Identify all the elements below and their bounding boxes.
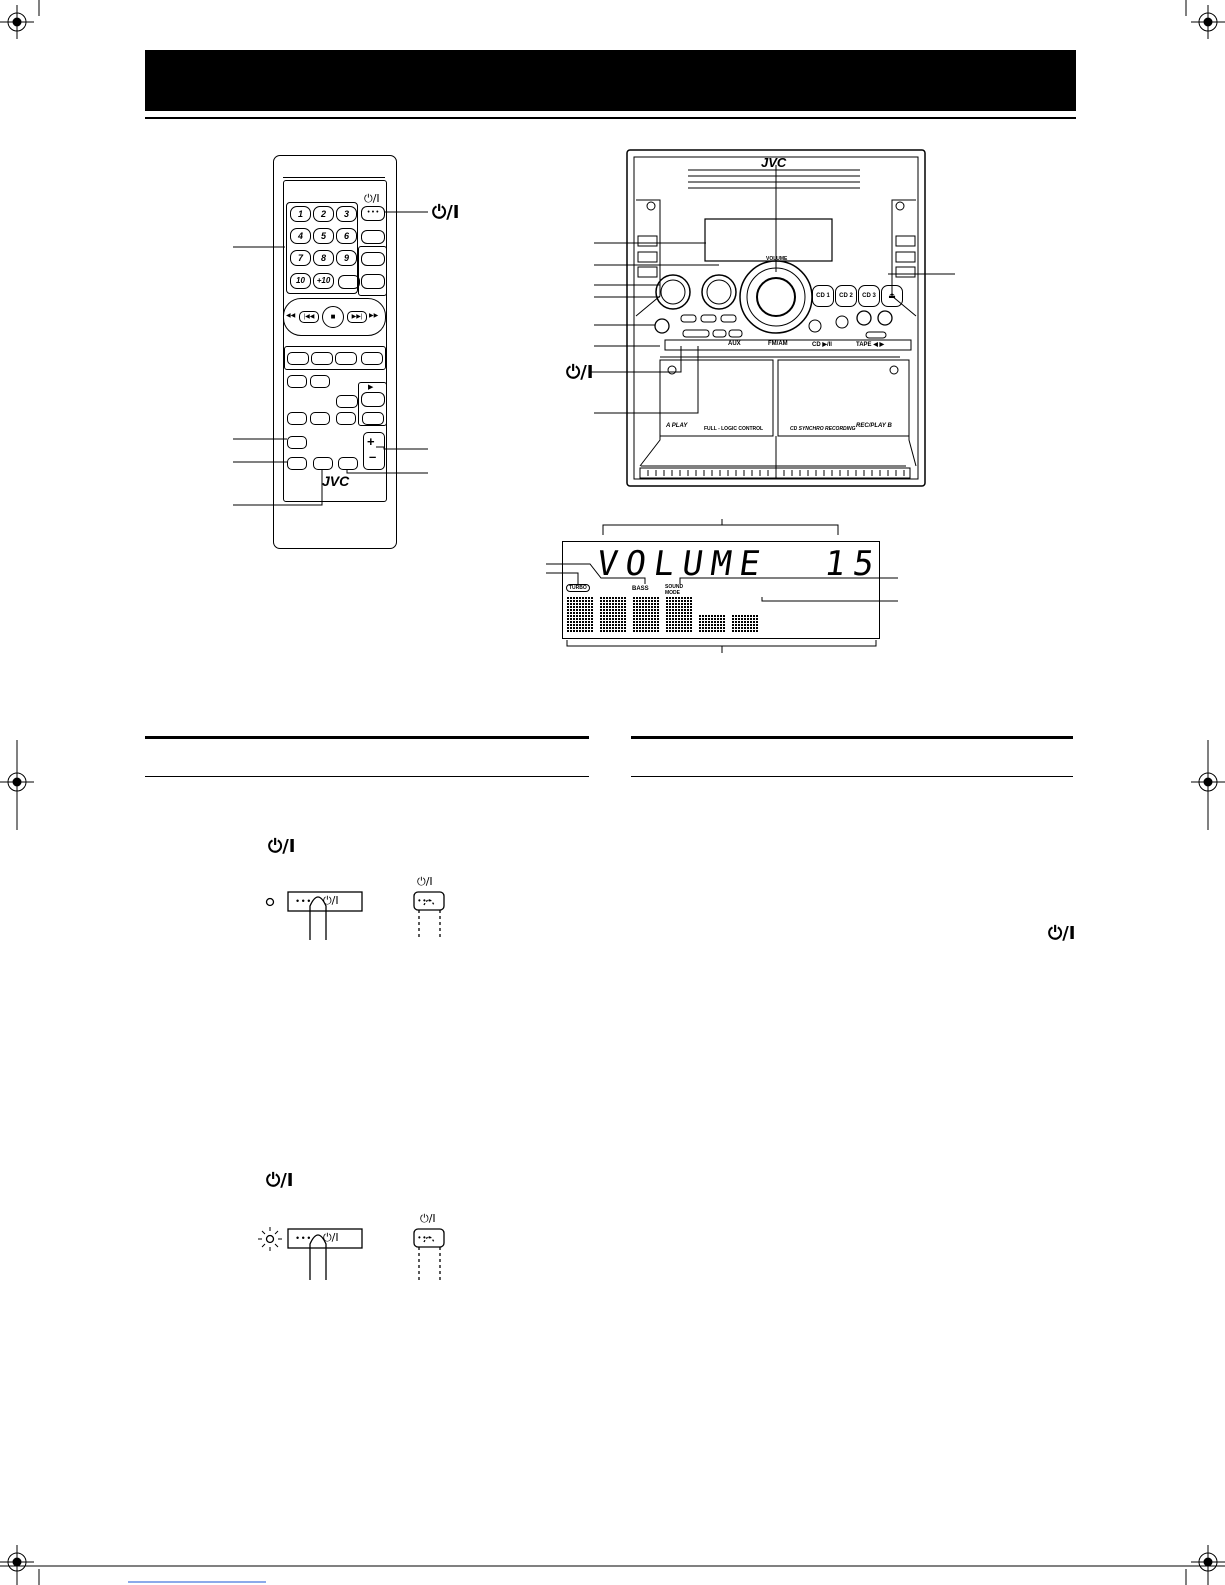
remote-power-label: ⏻/I bbox=[364, 192, 380, 205]
step2-unit-power-button[interactable]: • • • ⏻/I bbox=[296, 1231, 339, 1244]
remote-button-10[interactable]: 10 bbox=[290, 273, 311, 289]
remote-next-button[interactable]: ▶▶| bbox=[347, 311, 367, 323]
unit-source-fmam[interactable]: FM/AM bbox=[768, 341, 788, 347]
step2-unit-power-label: ⏻/I bbox=[322, 1231, 339, 1244]
remote-button-3[interactable]: 3 bbox=[336, 206, 357, 222]
remote-button-8[interactable]: 8 bbox=[313, 250, 334, 266]
remote-button-2[interactable]: 2 bbox=[313, 206, 334, 222]
remote-brand: JVC bbox=[322, 473, 350, 489]
unit-deck-a-label: A PLAY bbox=[666, 423, 688, 429]
unit-cd2-button[interactable]: CD 2 bbox=[835, 285, 857, 307]
step2-remote-power-button[interactable]: • • • bbox=[418, 1233, 431, 1242]
unit-deck-b-caption: CD SYNCHRO RECORDING bbox=[790, 426, 856, 432]
remote-button-6[interactable]: 6 bbox=[336, 228, 357, 244]
unit-source-tape[interactable]: TAPE ◀ ▶ bbox=[856, 342, 885, 348]
step1-remote-power-button[interactable]: • • • bbox=[418, 896, 431, 905]
right-column-power-symbol: ⏻/I bbox=[1048, 923, 1076, 944]
step1-unit-power-label: ⏻/I bbox=[322, 894, 339, 907]
step1-remote-power-label: ⏻/I bbox=[417, 875, 433, 888]
remote-button-4[interactable]: 4 bbox=[290, 228, 311, 244]
remote-button-5[interactable]: 5 bbox=[313, 228, 334, 244]
step2-power-symbol: ⏻/I bbox=[266, 1170, 294, 1191]
remote-power-callout-label: ⏻/I bbox=[432, 202, 460, 223]
remote-ffwd-icon: ▶▶ bbox=[369, 313, 379, 319]
remote-button-1[interactable]: 1 bbox=[290, 206, 311, 222]
remote-button-9[interactable]: 9 bbox=[336, 250, 357, 266]
remote-tape-play-icon: ▶ bbox=[368, 384, 374, 391]
display-bass-indicator: BASS bbox=[632, 586, 649, 592]
step2-remote-power-label: ⏻/I bbox=[420, 1212, 436, 1225]
remote-prev-button[interactable]: |◀◀ bbox=[299, 311, 319, 323]
unit-source-aux[interactable]: AUX bbox=[728, 341, 741, 347]
unit-cd3-button[interactable]: CD 3 bbox=[858, 285, 880, 307]
display-turbo-indicator: TURBO bbox=[566, 584, 590, 592]
unit-deck-a-caption: FULL - LOGIC CONTROL bbox=[704, 426, 764, 432]
unit-deck-b-label: REC/PLAY B bbox=[856, 423, 892, 429]
remote-button-7[interactable]: 7 bbox=[290, 250, 311, 266]
remote-power-button[interactable]: • • • bbox=[361, 206, 385, 221]
remote-volume-down-icon: – bbox=[369, 449, 377, 464]
remote-volume-up-icon: + bbox=[367, 434, 375, 449]
unit-volume-label: VOLUME bbox=[766, 256, 788, 262]
remote-button-plus10[interactable]: +10 bbox=[313, 273, 334, 289]
unit-source-cd[interactable]: CD ▶/II bbox=[812, 342, 832, 348]
step1-power-symbol: ⏻/I bbox=[268, 836, 296, 857]
remote-stop-button[interactable]: ■ bbox=[322, 306, 344, 328]
display-text: VOLUME 15 bbox=[594, 544, 885, 584]
unit-power-callout-label: ⏻/I bbox=[566, 362, 594, 383]
unit-brand: JVC bbox=[761, 155, 787, 170]
unit-eject-button[interactable]: ⏏ bbox=[881, 285, 903, 307]
step1-unit-power-button[interactable]: • • • ⏻/I bbox=[296, 894, 339, 907]
unit-cd1-button[interactable]: CD 1 bbox=[812, 285, 834, 307]
display-sound-mode-indicator: SOUND MODE bbox=[665, 584, 684, 596]
remote-rewind-icon: ◀◀ bbox=[286, 313, 296, 319]
